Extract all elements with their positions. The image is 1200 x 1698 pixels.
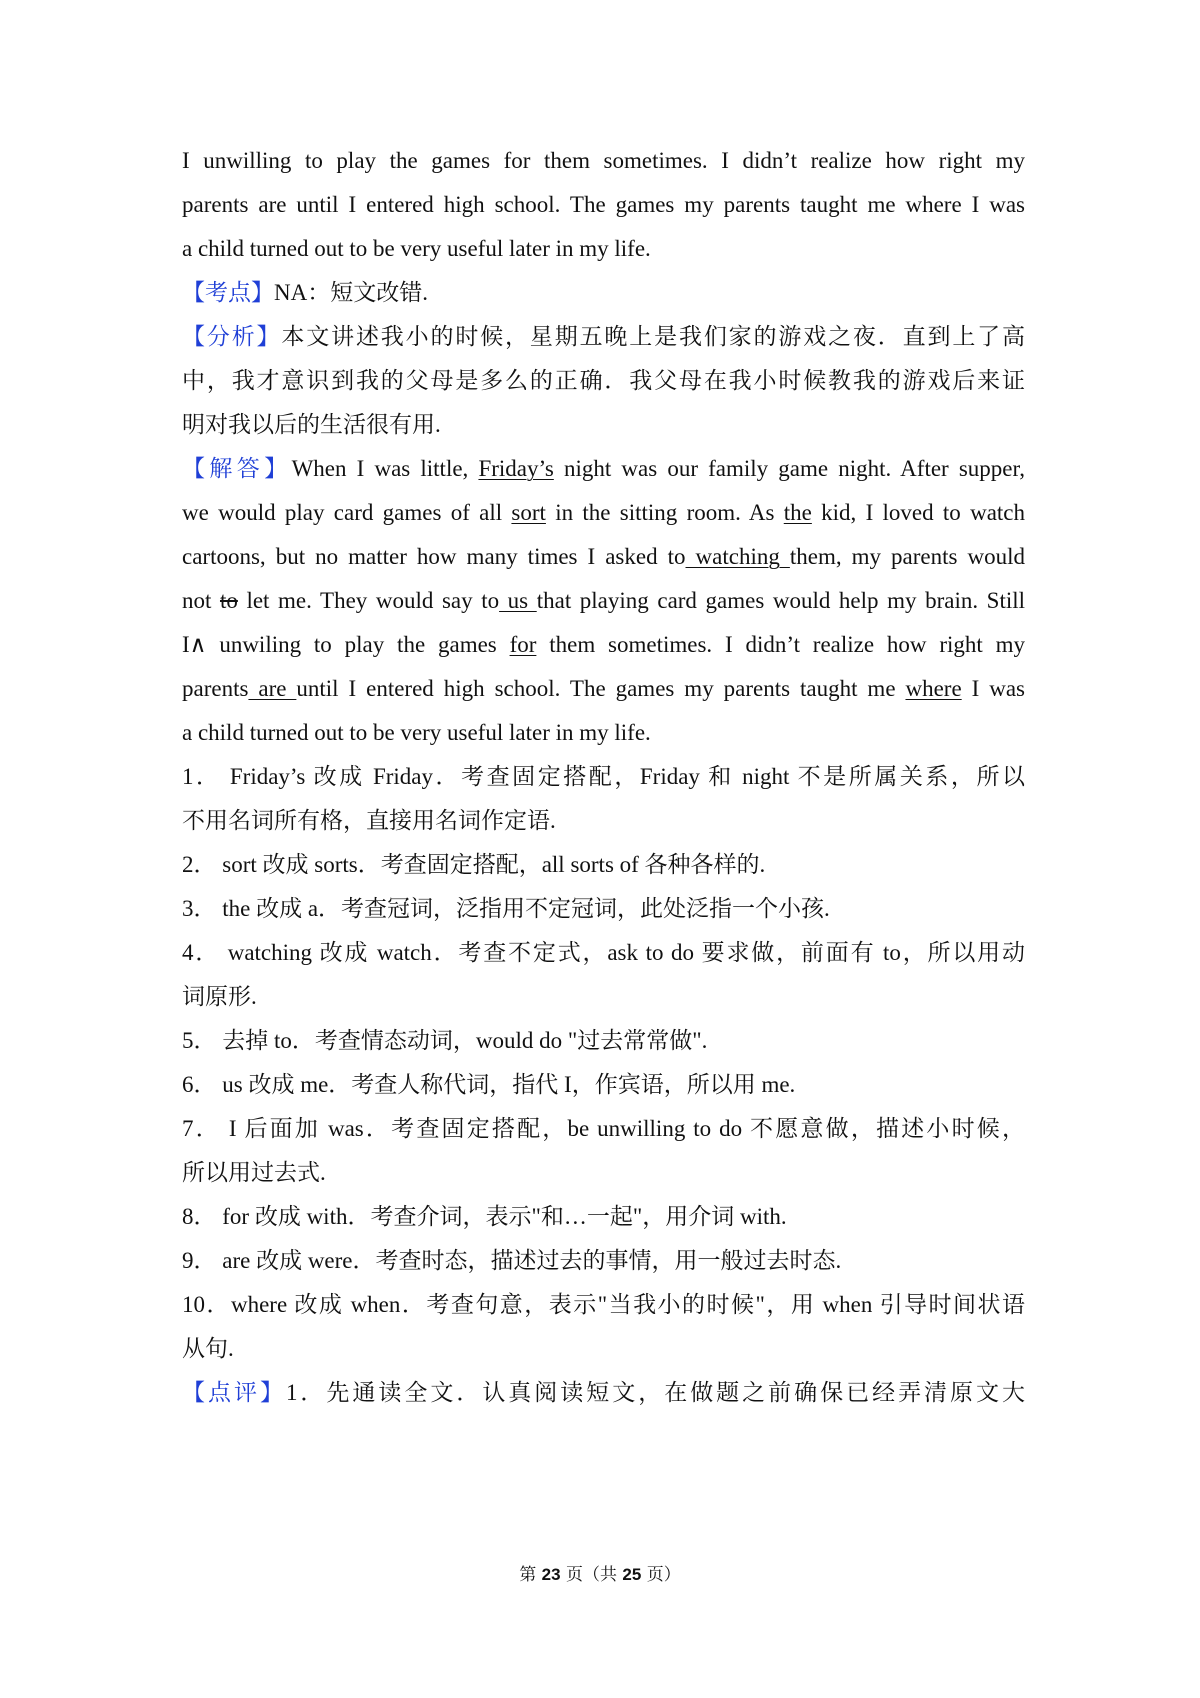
kaodian-text: NA：短文改错.: [274, 280, 428, 305]
footer-text: 页（共: [560, 1565, 623, 1585]
fenxi-line-3: 明对我以后的生活很有用.: [182, 412, 441, 437]
error-mark: where: [905, 676, 962, 701]
item-7-line-2: 所以用过去式.: [182, 1160, 326, 1185]
error-mark: for: [509, 632, 537, 657]
error-mark: us: [499, 588, 537, 613]
item-10-line-2: 从句.: [182, 1336, 234, 1361]
text-run: parents: [182, 676, 249, 701]
text-run: that playing card games would help my brain. Still: [536, 588, 1026, 613]
error-mark: sort: [511, 500, 546, 525]
text-run: night was our family game night. After supper,: [553, 456, 1025, 481]
text-run: I was: [961, 676, 1025, 701]
item-4-line-1: 4． watching 改成 watch．考查不定式，ask to do 要求做，前面有 to，所以用动: [182, 940, 1025, 965]
error-mark: Friday’s: [478, 456, 554, 481]
item-1-line-2: 不用名词所有格，直接用名词作定语.: [182, 808, 556, 833]
page-footer: [0, 1560, 1200, 1585]
dianping-section: [182, 1378, 1025, 1408]
text-run: I∧ unwiling to play the games: [182, 632, 510, 657]
fenxi-line-1: [182, 322, 1025, 352]
jieda-line-1: [182, 454, 1025, 484]
intro-line-2: parents are until I entered high school. The games my parents taught me where I was: [182, 192, 1025, 217]
item-7-line-1: 7． I 后面加 was．考查固定搭配，be unwilling to do 不愿意做，描述小时候，: [182, 1116, 1025, 1141]
dianping-tag: 【点评】: [182, 1380, 286, 1405]
jieda-tag: 【解答】: [182, 456, 292, 481]
page-total: 25: [622, 1565, 642, 1584]
item-9: 9． are 改成 were．考查时态，描述过去的事情，用一般过去时态.: [182, 1248, 842, 1273]
item-8: 8． for 改成 with．考查介词，表示"和…一起"，用介词 with.: [182, 1204, 787, 1229]
jieda-line-4: [182, 586, 1025, 616]
text-run: we would play card games of all: [182, 500, 512, 525]
fenxi-tag: 【分析】: [182, 324, 282, 349]
text-run: them sometimes. I didn’t realize how right my: [536, 632, 1025, 657]
text-run: cartoons, but no matter how many times I asked to: [182, 544, 686, 569]
text-run: let me. They would say to: [237, 588, 500, 613]
text-run: kid, I loved to watch: [811, 500, 1026, 525]
page-number: 23: [541, 1565, 561, 1584]
strikethrough-mark: to: [219, 588, 238, 613]
kaodian-tag: 【考点】: [182, 280, 274, 305]
item-4-line-2: 词原形.: [182, 984, 257, 1009]
footer-text: 第: [519, 1565, 542, 1585]
item-3: 3． the 改成 a．考查冠词，泛指用不定冠词，此处泛指一个小孩.: [182, 896, 830, 921]
jieda-line-6: [182, 674, 1025, 704]
jieda-line-2: [182, 498, 1025, 528]
error-mark: watching: [685, 544, 790, 569]
text-run: in the sitting room. As: [545, 500, 784, 525]
fenxi-line-2: 中，我才意识到我的父母是多么的正确．我父母在我小时候教我的游戏后来证: [182, 368, 1025, 393]
jieda-line-7: a child turned out to be very useful later in my life.: [182, 720, 651, 745]
dianping-text: 1．先通读全文．认真阅读短文，在做题之前确保已经弄清原文大: [285, 1380, 1025, 1405]
error-mark: are: [248, 676, 297, 701]
jieda-line-3: [182, 542, 1025, 572]
jieda-line-5: [182, 630, 1025, 660]
text-run: them, my parents would: [789, 544, 1026, 569]
item-10-line-1: 10．where 改成 when．考查句意，表示"当我小的时候"，用 when 引导时间状语: [182, 1292, 1025, 1317]
item-1-line-1: 1． Friday’s 改成 Friday．考查固定搭配，Friday 和 night 不是所属关系，所以: [182, 764, 1025, 789]
error-mark: the: [783, 500, 812, 525]
text-run: until I entered high school. The games my parents taught me: [296, 676, 906, 701]
kaodian-section: [182, 278, 1025, 308]
footer-text: 页）: [641, 1565, 681, 1585]
item-2: 2． sort 改成 sorts．考查固定搭配，all sorts of 各种各样的.: [182, 852, 766, 877]
fenxi-text: 本文讲述我小的时候，星期五晚上是我们家的游戏之夜．直到上了高: [281, 324, 1026, 349]
intro-line-1: I unwilling to play the games for them sometimes. I didn’t realize how right my: [182, 148, 1025, 173]
item-5: 5． 去掉 to．考查情态动词，would do "过去常常做".: [182, 1028, 708, 1053]
intro-line-3: a child turned out to be very useful later in my life.: [182, 236, 651, 261]
text-run: not: [182, 588, 220, 613]
item-6: 6． us 改成 me．考查人称代词，指代 I，作宾语，所以用 me.: [182, 1072, 796, 1097]
text-run: When I was little,: [291, 456, 479, 481]
